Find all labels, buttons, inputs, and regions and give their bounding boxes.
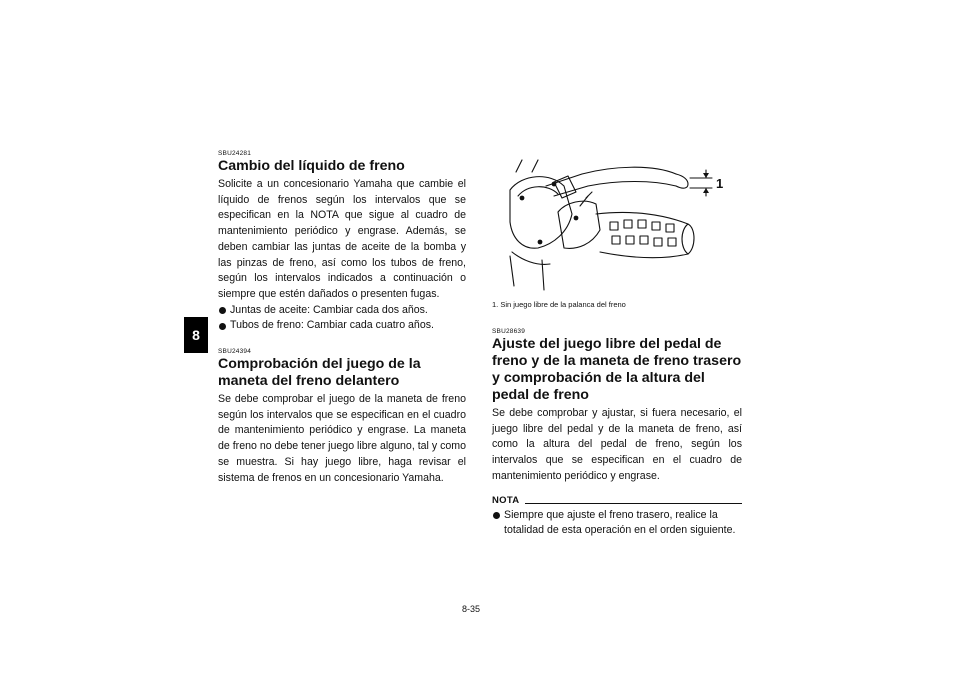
section-code: SBU24281 xyxy=(218,150,252,157)
section-code: SBU24394 xyxy=(218,348,252,356)
bullet-list xyxy=(218,303,466,334)
section-title-lever-play: Comprobación del juego de la maneta del freno delantero xyxy=(218,356,421,390)
note-rule xyxy=(525,503,742,504)
handlebar-drawing xyxy=(492,152,742,294)
bullet-item-brake-hoses: Tubos de freno: Cambiar cada cuatro años. xyxy=(218,318,466,334)
chapter-tab: 8 xyxy=(184,317,208,353)
note-header xyxy=(492,495,742,506)
page-number: 8-35 xyxy=(462,604,481,614)
note-label: NOTA xyxy=(492,494,520,506)
section-title-brake-fluid: Cambio del líquido de freno xyxy=(218,158,405,174)
bullet-item-oil-seals: Juntas de aceite: Cambiar cada dos años. xyxy=(218,303,466,319)
figure-callout: 1 xyxy=(716,176,724,191)
section-code: SBU28639 xyxy=(492,328,526,335)
section-body-lever-play: Se debe comprobar el juego de la maneta de freno según los intervalos que se especifican en el cuadro de mantenimiento periódico y engrase. La maneta de freno no debe tener juego libre alguno, tal y como se muestra. Si hay juego libre, haga revisar el sistema de frenos en un concesionario Yamaha. xyxy=(218,393,466,484)
right-column xyxy=(492,152,742,539)
section-body-pedal-adjustment: Se debe comprobar y ajustar, si fuera necesario, el juego libre del pedal y de la maneta de freno, así como la altura del pedal de freno, según los intervalos que se especifican en el cuadro de mantenimiento periódico y engrase. xyxy=(492,407,742,482)
note-bullet-item: Siempre que ajuste el freno trasero, realice la totalidad de esta operación en el orden siguiente. xyxy=(492,508,742,539)
figure-caption: 1. Sin juego libre de la palanca del freno xyxy=(492,300,626,309)
section-title-pedal-adjustment: Ajuste del juego libre del pedal de freno y de la maneta de freno trasero y comprobación de la altura del pedal de freno xyxy=(492,336,742,403)
left-column xyxy=(218,150,466,486)
note-bullet-list xyxy=(492,508,742,539)
section-body-brake-fluid: Solicite a un concesionario Yamaha que cambie el líquido de frenos según los intervalos que se especifican en la NOTA que sigue al cuadro de mantenimiento periódico y engrase. Además, se deben cambiar las juntas de aceite de la bomba y las pinzas de freno, así como los tubos de freno, según los intervalos indicados a continuación o siempre que estén dañados o presenten fugas. xyxy=(218,178,466,300)
brake-lever-illustration xyxy=(492,152,742,294)
